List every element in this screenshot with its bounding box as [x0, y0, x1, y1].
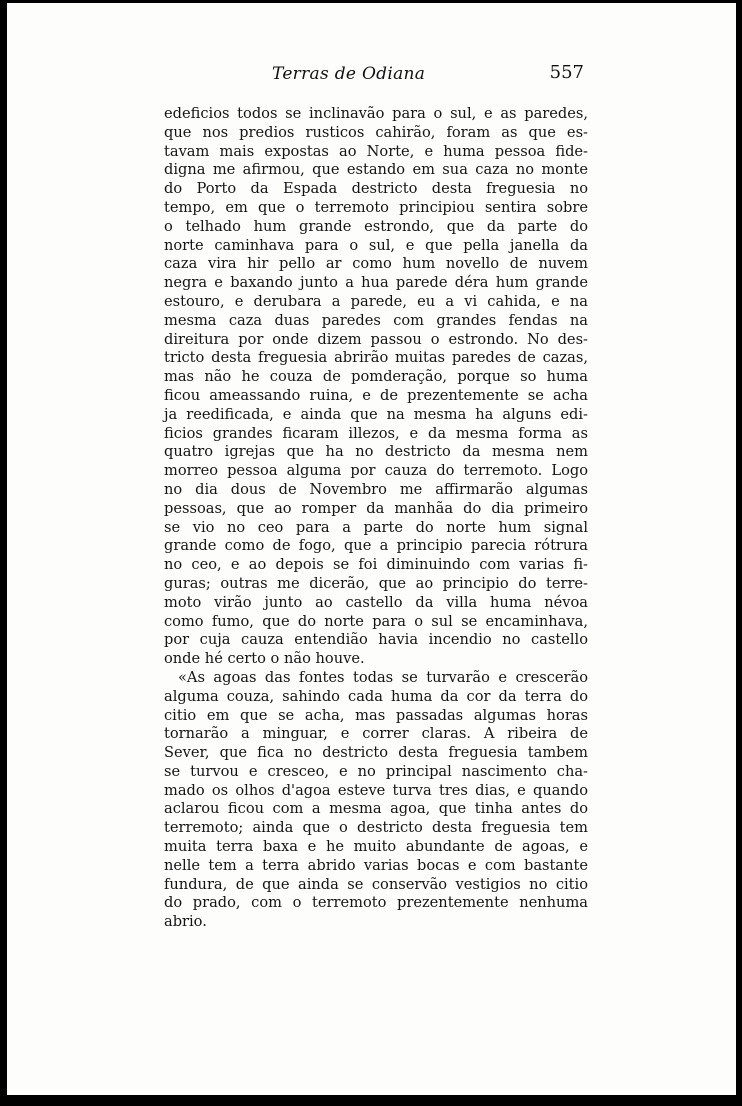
scan-border-bottom	[0, 1095, 742, 1106]
text-line: ficios grandes ficaram illezos, e da mesma forma as	[164, 424, 588, 442]
paragraph	[164, 669, 588, 932]
text-line: negra e baxando junto a hua parede déra hum grande	[164, 274, 588, 292]
text-line: edeficios todos se inclinavão para o sul, e as paredes,	[164, 105, 588, 122]
scan-border-right	[736, 0, 742, 1106]
running-head	[160, 62, 590, 92]
text-line: quatro igrejas que ha no destricto da mesma nem	[164, 443, 588, 461]
text-line: grande como de fogo, que a principio parecia rótrura	[164, 537, 588, 555]
text-line: no ceo, e ao depois se foi diminuindo com varias fi-	[164, 556, 588, 574]
text-line: estouro, e derubara a parede, eu a vi cahida, e na	[164, 292, 588, 310]
text-line: muita terra baxa e he muito abundante de agoas, e	[164, 838, 588, 856]
text-line: aclarou ficou com a mesma agoa, que tinha antes do	[164, 800, 588, 818]
text-line: Sever, que fica no destricto desta freguesia tambem	[164, 744, 588, 762]
text-line: do prado, com o terremoto prezentemente nenhuma	[164, 894, 588, 912]
text-line: «As agoas das fontes todas se turvarão e crescerão	[178, 668, 588, 686]
text-line: norte caminhava para o sul, e que pella janella da	[164, 236, 588, 254]
text-line: onde hé certo o não houve.	[164, 650, 365, 668]
text-line: morreo pessoa alguma por cauza do terremoto. Logo	[164, 462, 588, 480]
text-line: por cuja cauza entendião havia incendio no castello	[164, 631, 588, 649]
text-line: do Porto da Espada destricto desta freguesia no	[164, 180, 588, 198]
page-number: 557	[549, 62, 584, 83]
text-line: como fumo, que do norte para o sul se encaminhava,	[164, 612, 588, 630]
text-line: moto virão junto ao castello da villa huma névoa	[164, 593, 588, 611]
text-line: digna me afirmou, que estando em sua caza no monte	[164, 161, 588, 179]
text-line: caza vira hir pello ar como hum novello de nuvem	[164, 255, 588, 273]
paragraph	[164, 105, 588, 669]
text-line: abrio.	[164, 913, 207, 931]
text-line: alguma couza, sahindo cada huma da cor da terra do	[164, 687, 588, 705]
scan-border-top	[0, 0, 742, 3]
text-line: se vio no ceo para a parte do norte hum signal	[164, 518, 588, 536]
text-line: terremoto; ainda que o destricto desta freguesia tem	[164, 819, 588, 837]
scan-border-left	[0, 0, 7, 1106]
body-text	[164, 105, 588, 932]
text-line: tornarão a minguar, e correr claras. A ribeira de	[164, 725, 588, 743]
text-line: pessoas, que ao romper da manhãa do dia primeiro	[164, 499, 588, 517]
text-line: fundura, de que ainda se conservão vestigios no citio	[164, 875, 588, 893]
text-line: tempo, em que o terremoto principiou sentira sobre	[164, 198, 588, 216]
text-line: mas não he couza de pomderação, porque so huma	[164, 368, 588, 386]
text-line: tavam mais expostas ao Norte, e huma pessoa fide-	[164, 142, 588, 160]
text-line: direitura por onde dizem passou o estrondo. No des-	[164, 330, 588, 348]
text-line: o telhado hum grande estrondo, que da parte do	[164, 217, 588, 235]
text-line: tricto desta freguesia abrirão muitas paredes de cazas,	[164, 349, 588, 367]
text-line: ficou ameassando ruina, e de prezentemente se acha	[164, 386, 588, 404]
text-line: guras; outras me dicerão, que ao principio do terre-	[164, 574, 588, 592]
text-line: mesma caza duas paredes com grandes fendas na	[164, 311, 588, 329]
text-line: nelle tem a terra abrido varias bocas e com bastante	[164, 856, 588, 874]
text-line: citio em que se acha, mas passadas algumas horas	[164, 706, 588, 724]
running-title: Terras de Odiana	[272, 64, 426, 84]
text-line: no dia dous de Novembro me affirmarão algumas	[164, 480, 588, 498]
text-line: ja reedificada, e ainda que na mesma ha alguns edi-	[164, 405, 588, 423]
text-line: mado os olhos d'agoa esteve turva tres dias, e quando	[164, 781, 588, 799]
text-line: que nos predios rusticos cahirão, foram as que es-	[164, 123, 588, 141]
text-line: se turvou e cresceo, e no principal nascimento cha-	[164, 762, 588, 780]
